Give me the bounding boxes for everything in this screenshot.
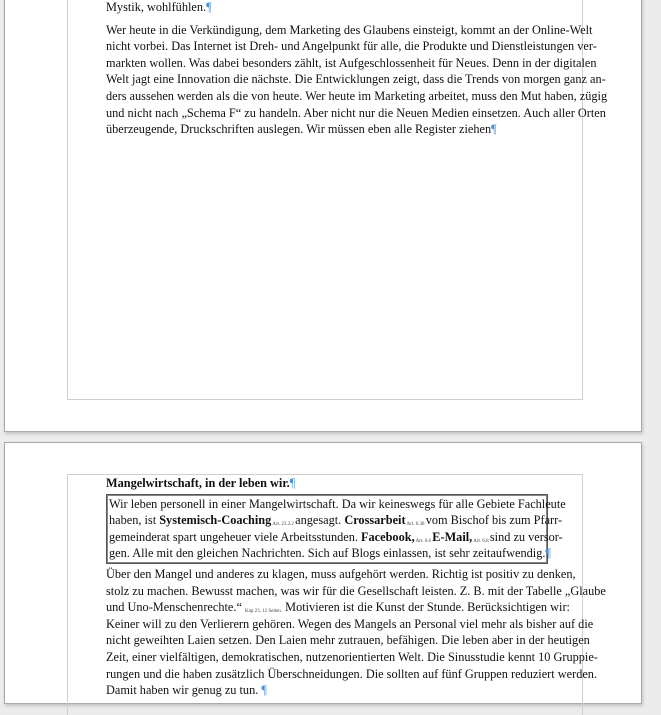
text-run: ders aussehen werden als die von heute. Wer heute im Marketing arbeitet, muss den Mut haben, zügig [106, 88, 608, 103]
text-run: sind zu versor- [489, 529, 563, 544]
text-run: Damit haben wir genug zu tun. [106, 683, 262, 698]
text-run: Motivieren ist die Kunst der Stunde. Berücksichtigen wir: [282, 600, 570, 615]
text-line [106, 566, 576, 583]
text-line [106, 88, 608, 105]
text-line [106, 583, 606, 600]
text-run: nicht vorbei. Das Internet ist Dreh- und Angelpunkt für alle, die Produkte und Dienstleistungen ver- [106, 39, 597, 54]
document-page-2[interactable] [4, 442, 642, 704]
text-line [109, 496, 566, 513]
bordered-paragraph[interactable] [106, 494, 566, 564]
pilcrow-icon: ¶ [289, 476, 296, 490]
pilcrow-icon: ¶ [545, 546, 551, 561]
bold-text: Mangelwirtschaft, in der leben wir. [106, 476, 290, 490]
text-run: gemeinderat spart ungeheuer viele Arbeitsstunden. [109, 529, 362, 544]
text-line [106, 55, 597, 72]
text-line [106, 682, 548, 699]
text-line [109, 545, 551, 562]
text-line [109, 529, 563, 546]
bold-text: Systemisch-Coaching [159, 513, 272, 528]
text-line [106, 22, 593, 39]
page-1-text[interactable] [106, 0, 608, 138]
reference-note: Art. 23.2.2 [271, 522, 296, 528]
text-line [106, 71, 606, 88]
text-run: vom Bischof bis zum Pfarr- [425, 513, 563, 528]
paragraph[interactable] [106, 475, 548, 492]
text-line [106, 121, 548, 138]
text-run: und Uno-Menschenrechte.“ [106, 600, 245, 615]
text-run: Wir leben personell in einer Mangelwirtschaft. Da wir keineswegs für alle Gebiete Fachleute [109, 496, 566, 511]
text-line [106, 105, 606, 122]
text-line [106, 666, 598, 683]
paragraph[interactable] [106, 22, 608, 138]
text-run: Über den Mangel und anderes zu klagen, muss aufgehört werden. Richtig ist positiv zu denken, [106, 566, 576, 581]
reference-note: Art. 6.8 [472, 538, 490, 544]
text-run: Mystik, wohlfühlen. [106, 0, 207, 14]
text-run: und nicht nach „Schema F“ zu handeln. Aber nicht nur die Neuen Medien einsetzen. Auch aller Orten [106, 105, 606, 120]
text-line [109, 512, 563, 529]
text-run: haben, ist [109, 513, 160, 528]
pilcrow-icon: ¶ [261, 683, 267, 698]
reference-note: Kap 23, 12 Seiten. [244, 609, 283, 615]
pilcrow-icon: ¶ [206, 0, 212, 14]
text-run: Zeit, einer vielfältigen, demokratischen, nutzenorientierten Welt. Die Sinusstudie kennt 10 Gruppie- [106, 649, 598, 664]
page-2-text[interactable] [106, 475, 606, 699]
pilcrow-icon: ¶ [491, 122, 497, 137]
text-run: überzeugende, Druckschriften auslegen. Wir müssen eben alle Register ziehen [106, 122, 492, 137]
text-run: rungen und die haben zusätzlich Überschneidungen. Die sollten auf fünf Gruppen reduziert werden. [106, 666, 598, 681]
reference-note: Art. 6.38 [405, 522, 426, 528]
text-run: angesagt. [295, 513, 345, 528]
text-run: Welt jagt eine Innovation die nächste. Die Entwicklungen zeigt, dass die Trends von morgen ganz an- [106, 72, 606, 87]
text-run: nicht geweihten Laien setzen. Den Laien mehr zutrauen, befähigen. Die leben aber in der heutigen [106, 633, 590, 648]
text-line [106, 0, 548, 16]
bold-text: Facebook, [361, 529, 415, 544]
text-line [106, 649, 598, 666]
text-run: Keiner will zu den Verlierern gehören. Wegen des Mangels an Personal viel mehr als bisher auf die [106, 616, 594, 631]
paragraph[interactable] [106, 0, 548, 16]
text-run: Wer heute in die Verkündigung, dem Marketing des Glaubens einsteigt, kommt an der Online-Welt [106, 22, 593, 37]
document-page-1[interactable] [4, 0, 642, 432]
paragraph[interactable] [106, 566, 606, 699]
text-run: markten wollen. Was dabei besonders zählt, ist Aufgeschlossenheit für Neues. Denn in der digitalen [106, 55, 597, 70]
text-line [106, 599, 570, 616]
text-run: stolz zu machen. Bewusst machen, was wir für die Gesellschaft leisten. Z. B. mit der Tabelle „Glaube [106, 583, 606, 598]
bold-text: E-Mail, [432, 529, 473, 544]
bold-text: Crossarbeit [344, 513, 406, 528]
text-line [106, 632, 590, 649]
text-line [106, 616, 594, 633]
text-line [106, 475, 548, 492]
text-line [106, 38, 597, 55]
reference-note: Art. 6.6 [414, 538, 433, 544]
text-run: gen. Alle mit den gleichen Nachrichten. Sich auf Blogs einlassen, ist sehr zeitaufwendig. [109, 546, 546, 561]
